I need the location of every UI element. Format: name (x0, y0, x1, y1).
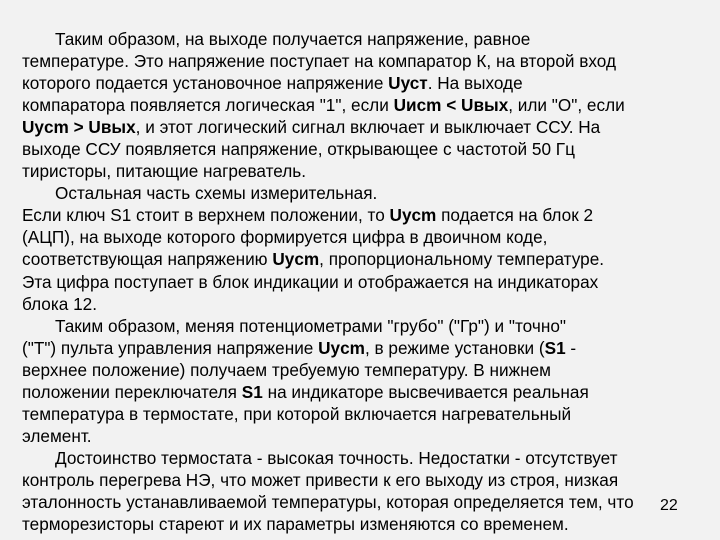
text-run: подается на блок 2 (436, 205, 594, 226)
bold-text-run: Uуcm (22, 117, 69, 138)
text-run: контроль перегрева НЭ, что может привести к его выходу из строя, низкая (22, 469, 619, 490)
bold-text-run: > (73, 117, 84, 138)
text-line (22, 50, 672, 72)
text-run: верхнее положение) получаем требуемую температуру. В нижнем (22, 359, 551, 380)
text-run: , пропорциональному температуре. (319, 249, 605, 270)
text-line (22, 469, 672, 491)
text-line (22, 293, 672, 315)
bold-text-run: < (446, 95, 457, 116)
text-line (22, 403, 672, 425)
text-run: компаратора появляется логическая "1", если (22, 95, 394, 116)
text-run: положении переключателя (22, 381, 242, 402)
text-line (22, 248, 672, 270)
text-line (22, 226, 672, 248)
bold-text-run: S1 (544, 337, 566, 358)
text-run: , и этот логический сигнал включает и выключает ССУ. На (135, 117, 601, 138)
text-run: . На выходе (427, 73, 523, 94)
text-line (22, 138, 672, 160)
bold-text-run: Uуст (388, 73, 428, 94)
text-line (22, 160, 672, 182)
text-line (22, 513, 672, 535)
text-run: тиристоры, питающие нагреватель. (22, 161, 307, 182)
text-run: выходе ССУ появляется напряжение, открывающее с частотой 50 Гц (22, 139, 575, 160)
text-line (22, 116, 672, 138)
text-line (22, 491, 672, 513)
text-run: температуре. Это напряжение поступает на компаратор К, на второй вход (22, 51, 616, 72)
text-run: Достоинство термостата - высокая точность. Недостатки - отсутствует (55, 447, 618, 468)
text-run: элемент. (22, 425, 92, 446)
bold-text-run: Uвых (461, 95, 509, 116)
text-run: Если ключ S1 стоит в верхнем положении, то (22, 205, 390, 226)
text-run: , в режиме установки ( (364, 337, 545, 358)
text-run: Эта цифра поступает в блок индикации и отображается на индикаторах (22, 271, 599, 292)
bold-text-run: Uуcm (318, 337, 365, 358)
text-line (22, 425, 672, 447)
text-line (22, 94, 672, 116)
page-number: 22 (660, 497, 678, 514)
text-run: на индикаторе высвечивается реальная (262, 381, 589, 402)
text-run: Таким образом, на выходе получается напряжение, равное (55, 29, 531, 49)
text-run: , или "О", если (508, 95, 625, 116)
text-line (22, 28, 672, 50)
text-run: эталонность устанавливаемой температуры, которая определяется тем, что (22, 491, 634, 512)
text-run: которого подается установочное напряжение (22, 73, 389, 94)
text-line (22, 182, 672, 204)
text-run: температура в термостате, при которой включается нагревательный (22, 403, 572, 424)
text-run: терморезисторы стареют и их параметры изменяются со временем. (22, 514, 569, 535)
bold-text-run: Uуcm (272, 249, 320, 270)
text-run: соответствующая напряжению (22, 249, 273, 270)
text-run: - (565, 337, 577, 358)
text-line (22, 381, 672, 403)
text-run: Таким образом, меняя потенциометрами "грубо" ("Гр") и "точно" (55, 315, 566, 336)
text-line (22, 72, 672, 94)
text-run: ("Т") пульта управления напряжение (22, 337, 319, 358)
document-body (22, 28, 672, 535)
text-run: (АЦП), на выходе которого формируется цифра в двоичном коде, (22, 227, 548, 248)
text-line (22, 315, 672, 337)
text-line (22, 204, 672, 226)
text-line (22, 337, 672, 359)
text-run: блока 12. (22, 293, 97, 314)
bold-text-run: S1 (241, 381, 263, 402)
bold-text-run: Uвых (88, 117, 136, 138)
text-run: Остальная часть схемы измерительная. (55, 183, 378, 204)
text-line (22, 447, 672, 469)
text-line (22, 271, 672, 293)
text-line (22, 359, 672, 381)
bold-text-run: Uиcm (393, 95, 442, 116)
bold-text-run: Uуcm (389, 205, 437, 226)
